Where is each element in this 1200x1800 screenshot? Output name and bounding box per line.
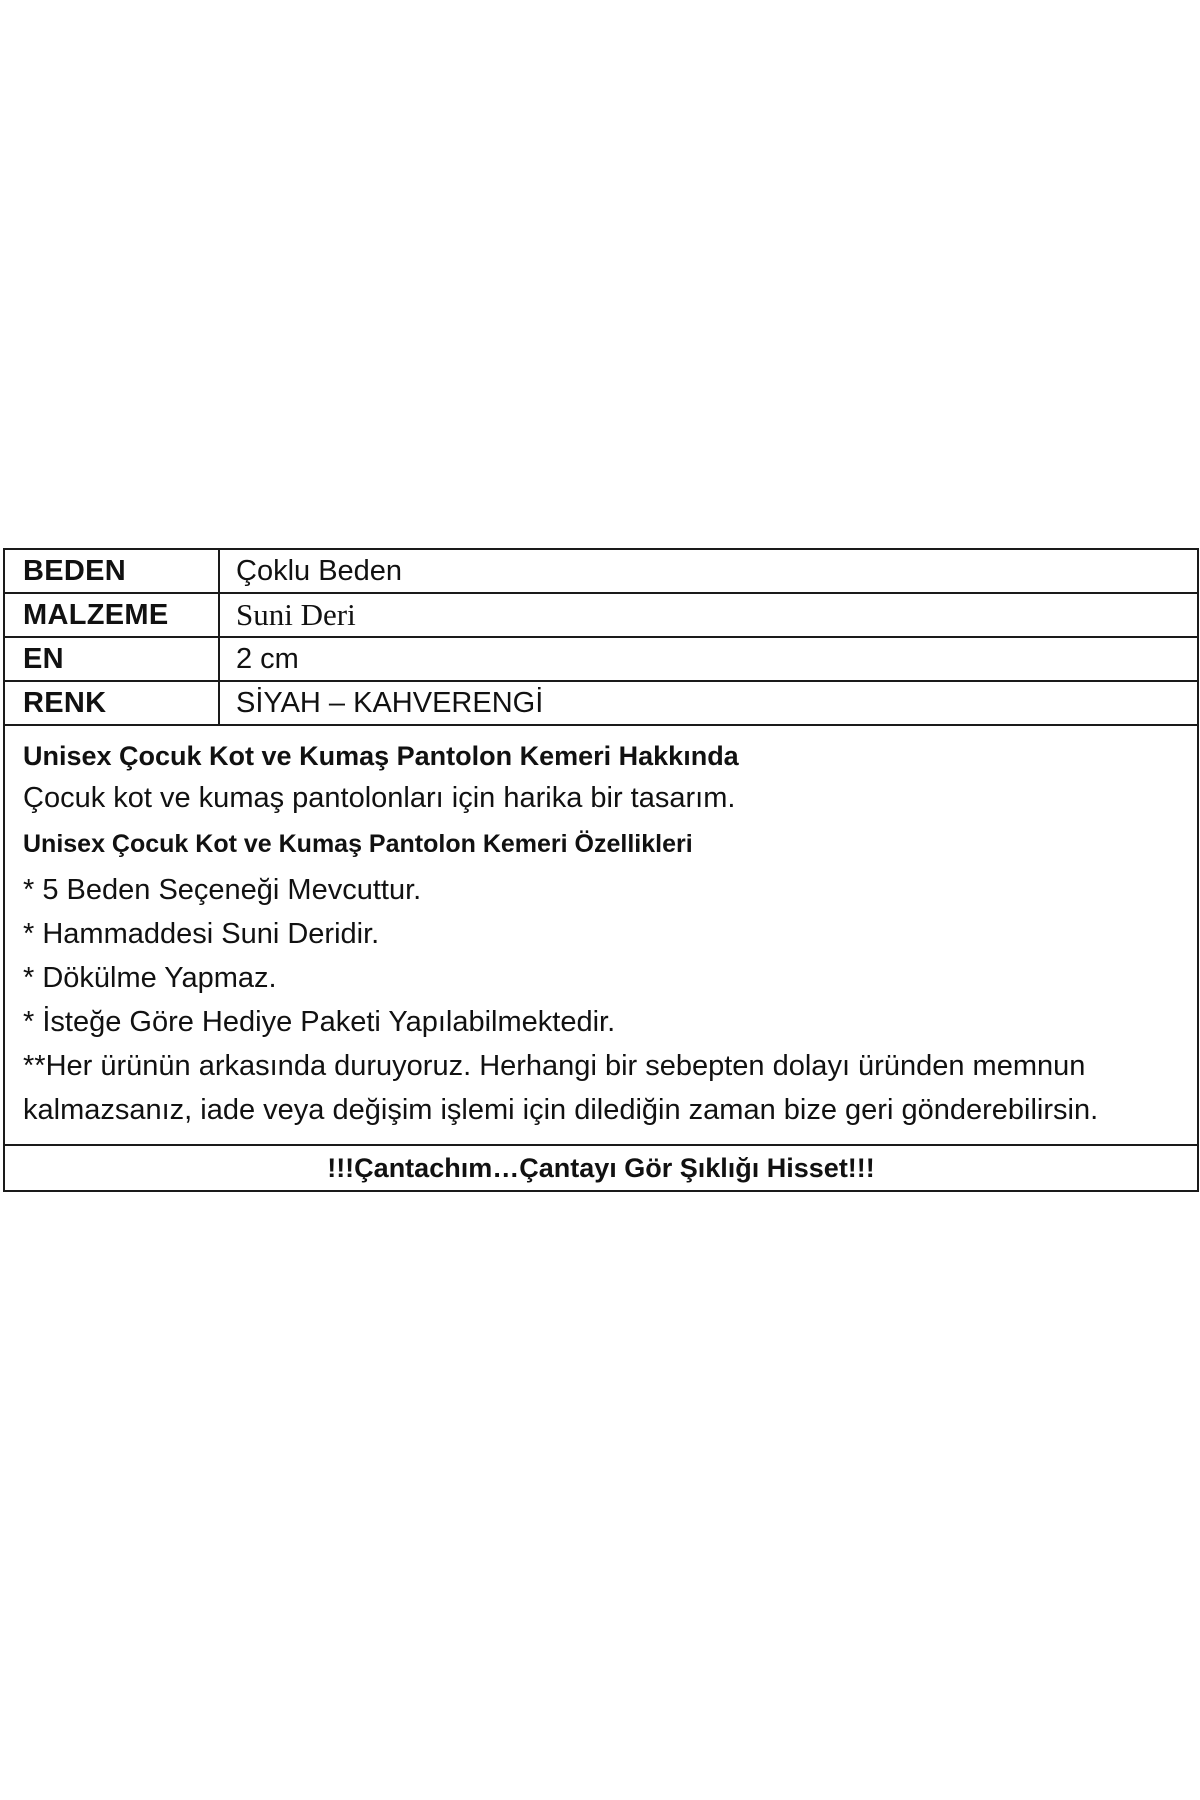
product-info-table xyxy=(3,548,1199,1192)
footer-slogan: !!!Çantachım…Çantayı Gör Şıklığı Hisset!!! xyxy=(327,1152,875,1183)
feature-item: * Hammaddesi Suni Deridir. xyxy=(23,918,380,950)
spec-value-material: Suni Deri xyxy=(236,597,356,632)
product-description xyxy=(5,726,1197,1146)
spec-value-size: Çoklu Beden xyxy=(236,554,403,587)
spec-label-color: RENK xyxy=(5,682,220,724)
spec-row-material xyxy=(5,594,1197,638)
about-heading: Unisex Çocuk Kot ve Kumaş Pantolon Kemeri Hakkında xyxy=(23,741,739,771)
features-heading: Unisex Çocuk Kot ve Kumaş Pantolon Kemeri Özellikleri xyxy=(23,830,693,858)
feature-item: * Dökülme Yapmaz. xyxy=(23,962,277,994)
spec-value-width: 2 cm xyxy=(236,642,299,675)
about-text: Çocuk kot ve kumaş pantolonları için harika bir tasarım. xyxy=(23,782,736,814)
spec-row-color xyxy=(5,682,1197,726)
spec-label-width: EN xyxy=(5,638,220,680)
spec-label-size: BEDEN xyxy=(5,550,220,592)
guarantee-note: **Her ürünün arkasında duruyoruz. Herhangi bir sebepten dolayı üründen memnun kalmazsanız, iade veya değişim işlemi için dilediğin zaman bize geri gönderebilirsin. xyxy=(23,1050,1099,1126)
feature-item: * İsteğe Göre Hediye Paketi Yapılabilmektedir. xyxy=(23,1006,616,1038)
spec-value-color: SİYAH – KAHVERENGİ xyxy=(236,686,544,719)
spec-row-size xyxy=(5,550,1197,594)
spec-row-width xyxy=(5,638,1197,682)
feature-item: * 5 Beden Seçeneği Mevcuttur. xyxy=(23,874,422,906)
spec-label-material: MALZEME xyxy=(5,594,220,636)
